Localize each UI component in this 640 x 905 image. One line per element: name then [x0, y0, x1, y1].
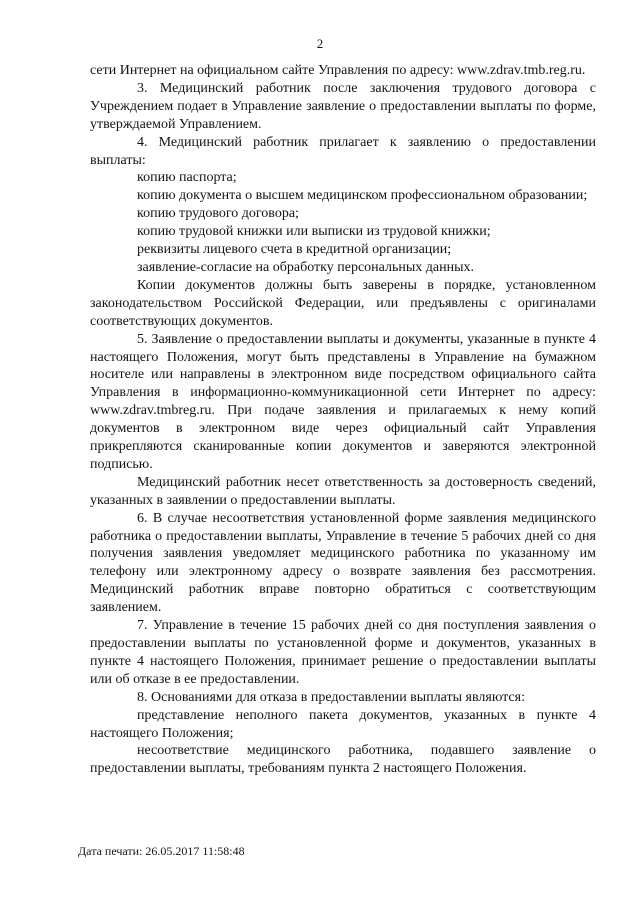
paragraph-responsibility: Медицинский работник несет ответственность за достоверность сведений, указанных в заявлении о предоставлении выплаты. — [90, 474, 596, 508]
print-date-footer: Дата печати: 26.05.2017 11:58:48 — [78, 844, 245, 858]
paragraph-6: 6. В случае несоответствия установленной форме заявления медицинского работника о предоставлении выплаты, Управление в течение 5 рабочих дней со дня получения заявления уведомляет медицинского работника по указанному им телефону или электронному адресу о возврате заявления без рассмотрения. Медицинский работник вправе повторно обратиться с соответствующим заявлением. — [90, 510, 596, 616]
list-item: копию трудового договора; — [137, 206, 299, 222]
list-item: реквизиты лицевого счета в кредитной организации; — [137, 242, 452, 258]
paragraph-5: 5. Заявление о предоставлении выплаты и документы, указанные в пункте 4 настоящего Положения, могут быть представлены в Управление на бумажном носителе или направлены в электронном виде посредством официального сайта Управления в информационно-коммуникационной сети Интернет по адресу: www.zdrav.tmbreg.ru. При подаче заявления и прилагаемых к нему копий документов в электронном виде через официальный сайт Управления прикрепляются сканированные копии документов и заверяются электронной подписью. — [90, 331, 596, 472]
paragraph-8: 8. Основаниями для отказа в предоставлении выплаты являются: — [137, 689, 525, 705]
document-body — [90, 62, 596, 778]
list-item: копию паспорта; — [137, 170, 237, 186]
paragraph-7: 7. Управление в течение 15 рабочих дней со дня поступления заявления о предоставлении выплаты по установленной форме и документов, указанных в пункте 4 настоящего Положения, принимает решение о предоставлении выплаты или об отказе в ее предоставлении. — [90, 618, 596, 687]
paragraph-4: 4. Медицинский работник прилагает к заявлению о предоставлении выплаты: — [90, 134, 596, 168]
list-item: несоответствие медицинского работника, подавшего заявление о предоставлении выплаты, требованиям пункта 2 настоящего Положения. — [90, 743, 596, 777]
paragraph-3: 3. Медицинский работник после заключения трудового договора с Учреждением подает в Управление заявление о предоставлении выплаты по форме, утверждаемой Управлением. — [90, 80, 596, 132]
list-item: копию трудовой книжки или выписки из трудовой книжки; — [137, 224, 491, 240]
paragraph-copies-note: Копии документов должны быть заверены в порядке, установленном законодательством Российской Федерации, или предъявлены с оригиналами соответствующих документов. — [90, 277, 596, 329]
list-item: заявление-согласие на обработку персональных данных. — [137, 259, 474, 275]
page-number: 2 — [316, 36, 324, 51]
list-item: представление неполного пакета документов, указанных в пункте 4 настоящего Положения; — [90, 707, 596, 741]
paragraph-address-continuation: сети Интернет на официальном сайте Управления по адресу: www.zdrav.tmb.reg.ru. — [90, 63, 586, 78]
list-item: копию документа о высшем медицинском профессиональном образовании; — [137, 188, 588, 204]
